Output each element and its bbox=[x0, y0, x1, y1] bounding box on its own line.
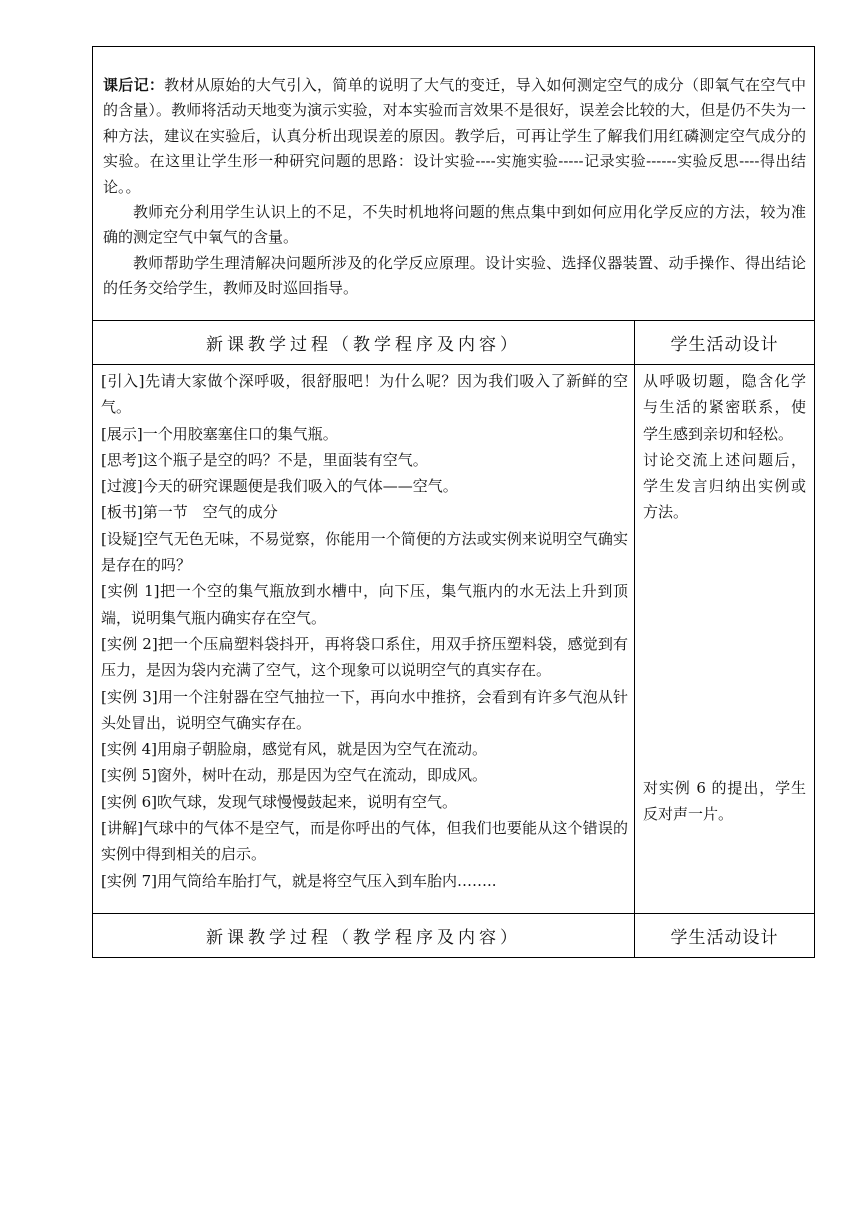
process-line: [讲解]气球中的气体不是空气，而是你呼出的气体，但我们也要能从这个错误的实例中得到相关的启示。 bbox=[101, 819, 628, 864]
process-line: [设疑]空气无色无味，不易觉察，你能用一个简便的方法或实例来说明空气确实是存在的吗？ bbox=[101, 529, 628, 575]
process-line: [实例 1]把一个空的集气瓶放到水槽中，向下压，集气瓶内的水无法上升到顶端，说明集气瓶内确实存在空气。 bbox=[101, 582, 628, 627]
process-line: [实例 7]用气筒给车胎打气，就是将空气压入到车胎内…….. bbox=[101, 871, 497, 890]
header-process: 新课教学过程（教学程序及内容） bbox=[93, 321, 635, 364]
notes-paragraph-3: 教师帮助学生理清解决问题所涉及的化学反应原理。设计实验、选择仪器装置、动手操作、得出结论的任务交给学生，教师及时巡回指导。 bbox=[103, 253, 806, 298]
notes-paragraph-1 bbox=[103, 73, 806, 200]
notes-paragraph-2: 教师充分利用学生认识上的不足，不失时机地将问题的焦点集中到如何应用化学反应的方法，较为准确的测定空气中氧气的含量。 bbox=[103, 203, 806, 247]
process-line: [展示]一个用胶塞塞住口的集气瓶。 bbox=[101, 424, 338, 443]
lesson-table bbox=[92, 46, 815, 958]
notes-text-1: 教材从原始的大气引入，简单的说明了大气的变迁，导入如何测定空气的成分（即氧气在空气中的含量）。教师将活动天地变为演示实验，对本实验而言效果不是很好，误差会比较的大，但是仍不失为一种方法，建议在实验后，认真分析出现误差的原因。教学后，可再让学生了解我们用红磷测定空气成分的实验。在这里让学生形一种研究问题的思路：设计实验----实施实验-----记录实验------实验反思----得出结论。。 bbox=[103, 76, 806, 196]
process-line: [过渡]今天的研究课题便是我们吸入的气体——空气。 bbox=[101, 477, 458, 496]
after-class-notes bbox=[93, 47, 814, 321]
process-line: [实例 4]用扇子朝脸扇，感觉有风，就是因为空气在流动。 bbox=[101, 740, 488, 759]
header-activity: 学生活动设计 bbox=[670, 335, 779, 355]
process-line: [引入]先请大家做个深呼吸，很舒服吧！为什么呢？因为我们吸入了新鲜的空气。 bbox=[101, 372, 628, 417]
activity-note-3: 对实例 6 的提出，学生反对声一片。 bbox=[643, 779, 806, 824]
header-process-repeat: 新课教学过程（教学程序及内容） bbox=[93, 914, 635, 957]
process-line: [实例 5]窗外，树叶在动，那是因为空气在流动，即成风。 bbox=[101, 766, 488, 785]
header-activity-repeat: 学生活动设计 bbox=[670, 928, 779, 948]
notes-lead: 课后记： bbox=[103, 76, 165, 94]
activity-cell bbox=[635, 365, 814, 913]
activity-note-2: 讨论交流上述问题后，学生发言归纳出实例或方法。 bbox=[643, 450, 806, 522]
table-header-row bbox=[93, 321, 814, 365]
process-line: [思考]这个瓶子是空的吗？不是，里面装有空气。 bbox=[101, 450, 428, 469]
table-header-row-repeat bbox=[93, 914, 814, 957]
process-line: [实例 2]把一个压扁塑料袋抖开，再将袋口系住，用双手挤压塑料袋，感觉到有压力，是因为袋内充满了空气，这个现象可以说明空气的真实存在。 bbox=[101, 634, 628, 680]
process-line: [板书]第一节 空气的成分 bbox=[101, 503, 278, 522]
process-cell bbox=[93, 365, 635, 913]
process-line: [实例 6]吹气球，发现气球慢慢鼓起来，说明有空气。 bbox=[101, 792, 458, 811]
process-line: [实例 3]用一个注射器在空气抽拉一下，再向水中推挤，会看到有许多气泡从针头处冒出，说明空气确实存在。 bbox=[101, 687, 628, 732]
activity-note-1: 从呼吸切题，隐含化学与生活的紧密联系，使学生感到亲切和轻松。 bbox=[643, 372, 806, 443]
table-body-row bbox=[93, 365, 814, 914]
